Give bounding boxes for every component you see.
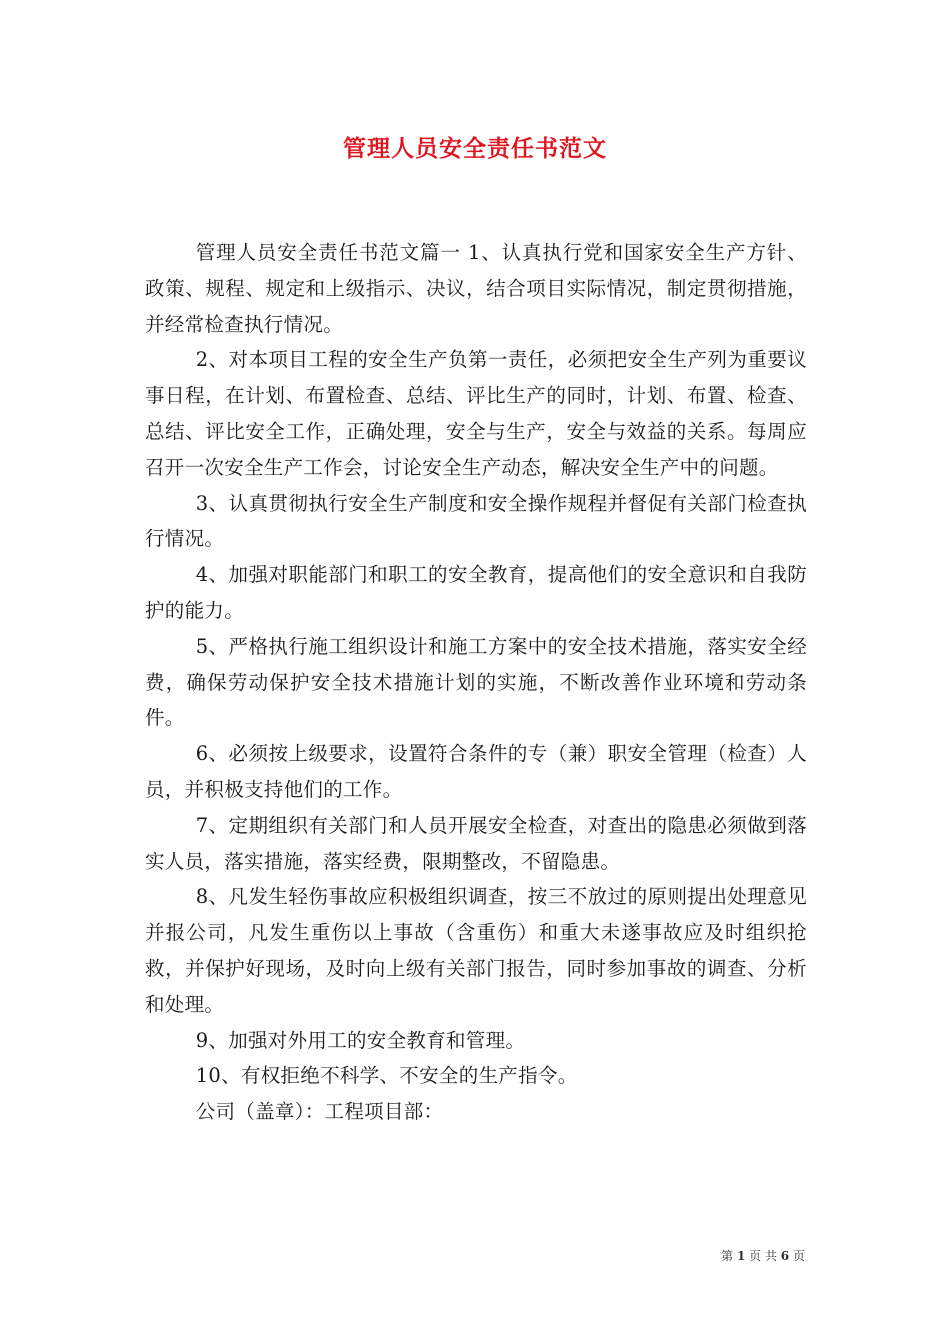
- paragraph-8: 8、凡发生轻伤事故应积极组织调查，按三不放过的原则提出处理意见并报公司，凡发生重伤以上事故（含重伤）和重大未遂事故应及时组织抢救，并保护好现场，及时向上级有关部门报告，同时参加事故的调查、分析和处理。: [145, 885, 807, 1016]
- paragraph-10: 10、有权拒绝不科学、不安全的生产指令。: [195, 1064, 578, 1088]
- paragraph-3: 3、认真贯彻执行安全生产制度和安全操作规程并督促有关部门检查执行情况。: [145, 491, 807, 551]
- paragraph-7: 7、定期组织有关部门和人员开展安全检查，对查出的隐患必须做到落实人员，落实措施，落实经费，限期整改，不留隐患。: [145, 813, 807, 873]
- paragraph-6: 6、必须按上级要求，设置符合条件的专（兼）职安全管理（检查）人员，并积极支持他们的工作。: [145, 742, 807, 801]
- footer-suffix: 页: [792, 1249, 805, 1263]
- paragraph-2: 2、对本项目工程的安全生产负第一责任，必须把安全生产列为重要议事日程，在计划、布置检查、总结、评比生产的同时，计划、布置、检查、总结、评比安全工作，正确处理，安全与生产，安全与效益的关系。每周应召开一次安全生产工作会，讨论安全生产动态，解决安全生产中的问题。: [145, 348, 807, 479]
- footer-middle: 页 共: [749, 1249, 777, 1263]
- paragraph-5: 5、严格执行施工组织设计和施工方案中的安全技术措施，落实安全经费，确保劳动保护安全技术措施计划的实施，不断改善作业环境和劳动条件。: [145, 634, 807, 730]
- document-title: 管理人员安全责任书范文: [343, 135, 607, 162]
- current-page-number: 1: [736, 1249, 746, 1263]
- page-number-footer: [721, 1248, 805, 1264]
- paragraph-4: 4、加强对职能部门和职工的安全教育，提高他们的安全意识和自我防护的能力。: [145, 563, 807, 622]
- paragraph-1: 管理人员安全责任书范文篇一 1、认真执行党和国家安全生产方针、政策、规程、规定和上级指示、决议，结合项目实际情况，制定贯彻措施，并经常检查执行情况。: [145, 241, 807, 336]
- total-pages-number: 6: [780, 1249, 790, 1263]
- footer-prefix: 第: [721, 1249, 734, 1263]
- signature-line: 公司（盖章）：工程项目部：: [195, 1100, 444, 1124]
- paragraph-9: 9、加强对外用工的安全教育和管理。: [195, 1028, 526, 1052]
- document-body: [145, 235, 807, 1130]
